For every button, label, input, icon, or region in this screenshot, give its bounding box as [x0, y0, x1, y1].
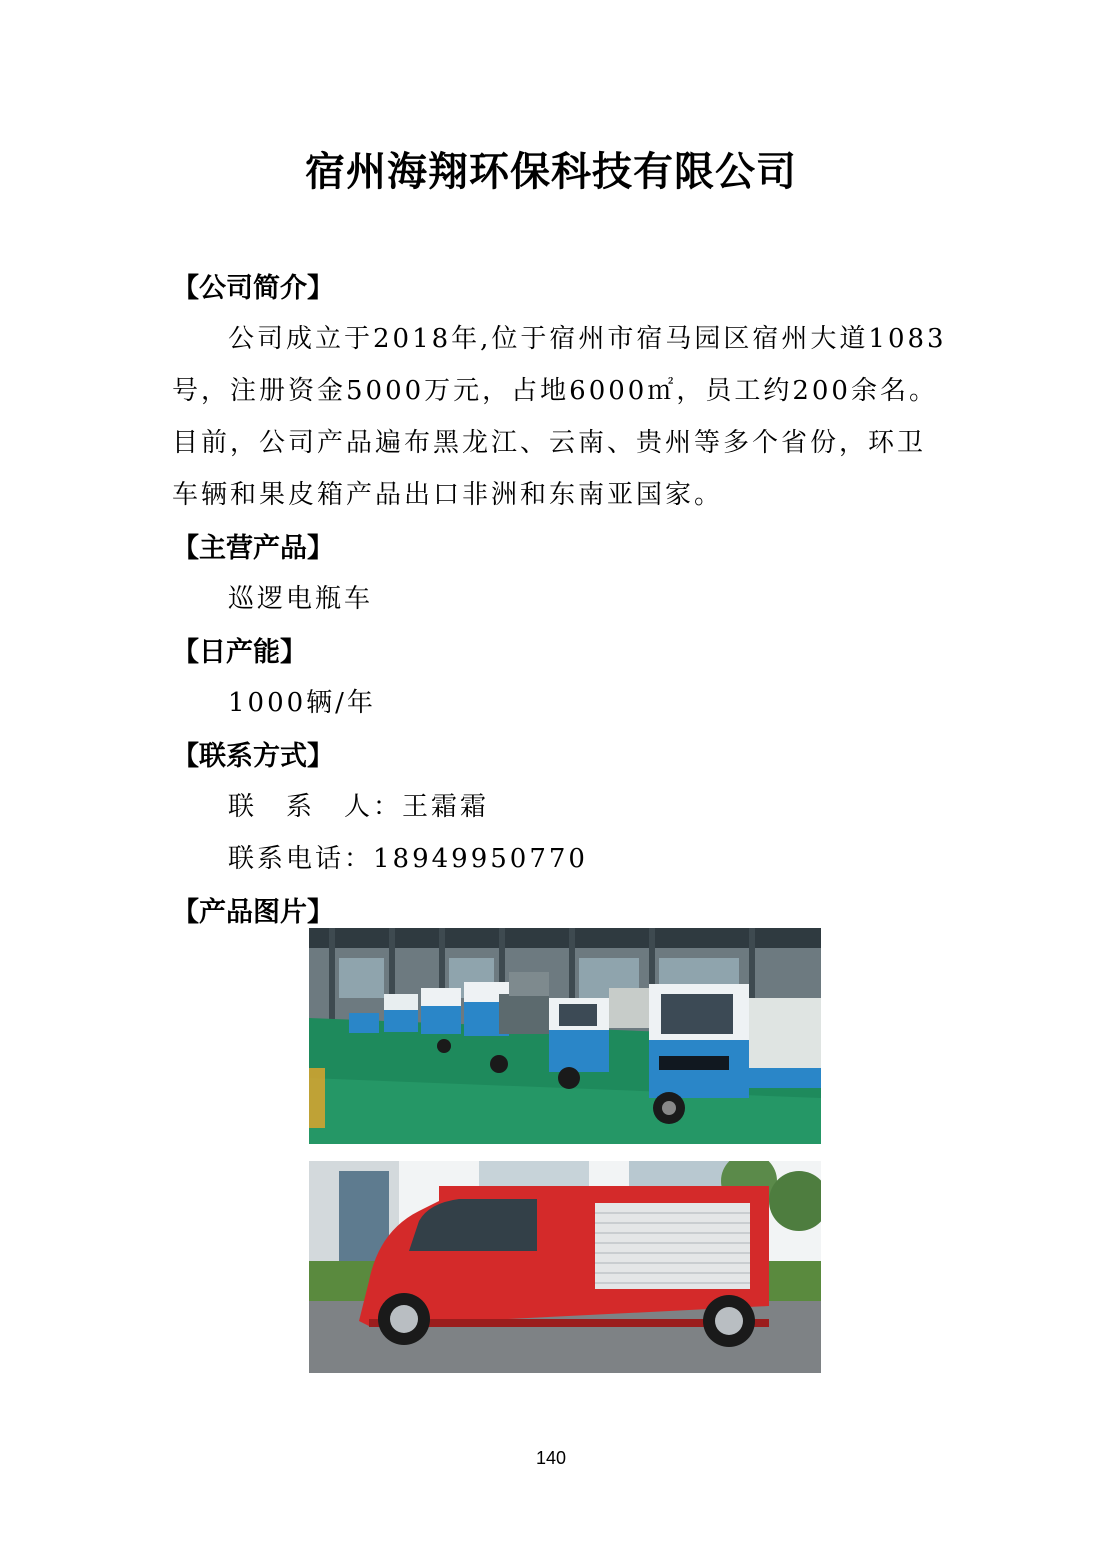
company-title: 宿州海翔环保科技有限公司: [305, 148, 797, 195]
product-photo-tricycles: [309, 928, 821, 1144]
heading-contact: 【联系方式】: [172, 741, 334, 772]
intro-line-4: 车辆和果皮箱产品出口非洲和东南亚国家。: [172, 480, 724, 510]
capacity-text: 1000辆/年: [228, 688, 376, 718]
fire-vehicle-image: [309, 1161, 821, 1373]
intro-line-2: 号，注册资金5000万元，占地6000㎡，员工约200余名。: [172, 376, 938, 406]
tricycle-factory-image: [309, 928, 821, 1144]
intro-line-1: 公司成立于2018年,位于宿州市宿马园区宿州大道1083: [228, 324, 947, 354]
contact-phone: 联系电话：18949950770: [228, 844, 588, 874]
intro-line-3: 目前，公司产品遍布黑龙江、云南、贵州等多个省份，环卫: [172, 428, 927, 458]
heading-daily-capacity: 【日产能】: [172, 637, 307, 668]
heading-product-photos: 【产品图片】: [172, 897, 334, 928]
contact-person: 联 系 人：王霜霜: [228, 792, 490, 822]
product-photo-fire-vehicle: [309, 1161, 821, 1373]
main-products-text: 巡逻电瓶车: [228, 584, 374, 614]
heading-company-intro: 【公司简介】: [172, 273, 334, 304]
page-number: 140: [535, 1448, 567, 1468]
heading-main-products: 【主营产品】: [172, 533, 334, 564]
